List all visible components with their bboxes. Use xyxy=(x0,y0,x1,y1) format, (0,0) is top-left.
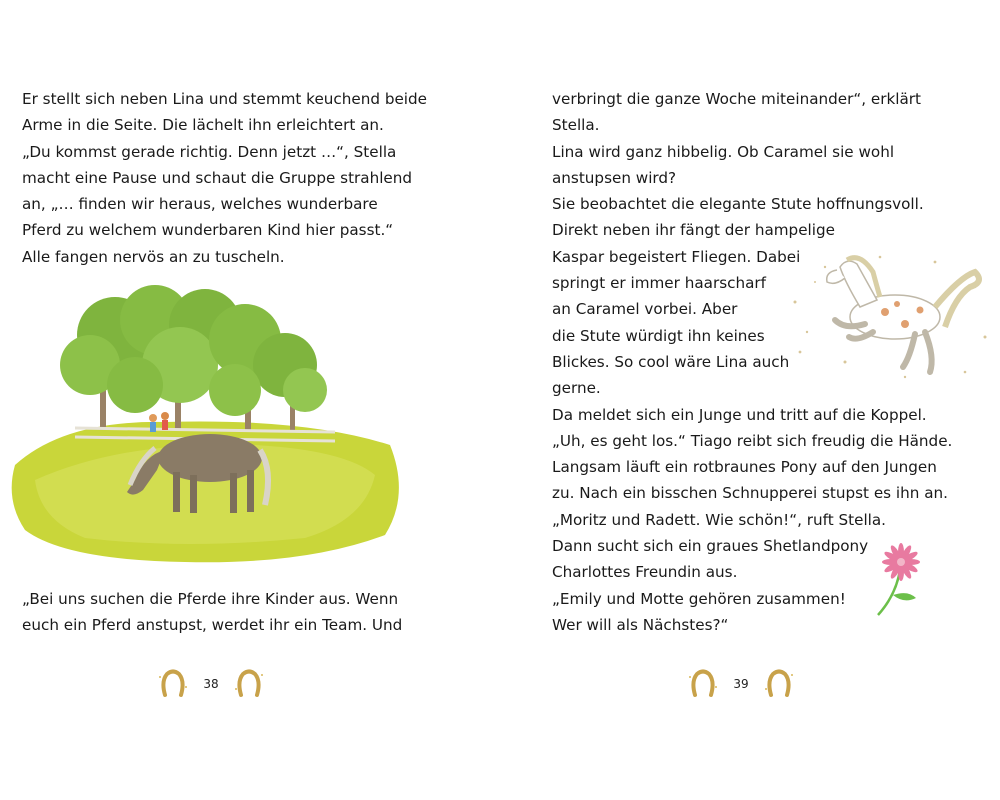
text-line: Arme in die Seite. Die lächelt ihn erleichtert an. xyxy=(22,116,384,135)
horseshoe-icon xyxy=(762,667,796,701)
text-line: gerne. xyxy=(552,379,601,398)
right-page xyxy=(500,0,1000,800)
text-line: Direkt neben ihr fängt der hampelige xyxy=(552,221,835,240)
text-line: „Bei uns suchen die Pferde ihre Kinder aus. Wenn xyxy=(22,590,399,608)
text-line: zu. Nach ein bisschen Schnupperei stupst es ihn an. xyxy=(552,484,948,503)
text-line: Lina wird ganz hibbelig. Ob Caramel sie wohl xyxy=(552,142,895,161)
page-folio xyxy=(156,666,266,702)
text-line: an, „… finden wir heraus, welches wunderbare xyxy=(22,195,378,214)
text-line: „Du kommst gerade richtig. Denn jetzt …“, Stella xyxy=(22,142,397,161)
text-line: anstupsen wird? xyxy=(552,168,677,187)
paragraph-top xyxy=(22,86,427,270)
text-line: die Stute würdigt ihn keines xyxy=(552,326,765,345)
text-line: euch ein Pferd anstupst, werdet ihr ein Team. Und xyxy=(22,616,403,635)
text-line: Sie beobachtet die elegante Stute hoffnungsvoll. xyxy=(552,195,924,214)
text-line: Dann sucht sich ein graues Shetlandpony xyxy=(552,537,869,556)
page-folio xyxy=(686,666,796,702)
text-line: Charlottes Freundin aus. xyxy=(552,563,738,582)
page-number: 38 xyxy=(203,677,219,691)
grazing-horse-meadow-icon xyxy=(5,280,405,570)
text-line: Stella. xyxy=(552,116,600,135)
text-line: springt er immer haarscharf xyxy=(552,274,766,293)
text-line: „Emily und Motte gehören zusammen! xyxy=(552,589,846,608)
text-line: Langsam läuft ein rotbraunes Pony auf den Jungen xyxy=(552,458,937,477)
text-line: verbringt die ganze Woche miteinander“, erklärt xyxy=(552,90,921,108)
pink-flower-icon xyxy=(868,540,928,620)
text-line: macht eine Pause und schaut die Gruppe strahlend xyxy=(22,168,413,187)
text-line: an Caramel vorbei. Aber xyxy=(552,300,738,319)
horseshoe-icon xyxy=(686,667,720,701)
text-line: „Uh, es geht los.“ Tiago reibt sich freudig die Hände. xyxy=(552,431,953,450)
text-line: Wer will als Nächstes?“ xyxy=(552,615,729,634)
text-line: Da meldet sich ein Junge und tritt auf die Koppel. xyxy=(552,405,927,424)
paragraph-bottom xyxy=(22,586,402,639)
text-line: Kaspar begeistert Fliegen. Dabei xyxy=(552,247,801,266)
text-line: Er stellt sich neben Lina und stemmt keuchend beide xyxy=(22,90,428,108)
horseshoe-icon xyxy=(232,667,266,701)
text-line: „Moritz und Radett. Wie schön!“, ruft Stella. xyxy=(552,510,887,529)
text-line: Alle fangen nervös an zu tuscheln. xyxy=(22,247,285,266)
text-line: Blickes. So cool wäre Lina auch xyxy=(552,352,790,371)
horseshoe-icon xyxy=(156,667,190,701)
jumping-pony-icon xyxy=(785,242,995,387)
text-line: Pferd zu welchem wunderbaren Kind hier passt.“ xyxy=(22,221,394,240)
page-number: 39 xyxy=(733,677,749,691)
